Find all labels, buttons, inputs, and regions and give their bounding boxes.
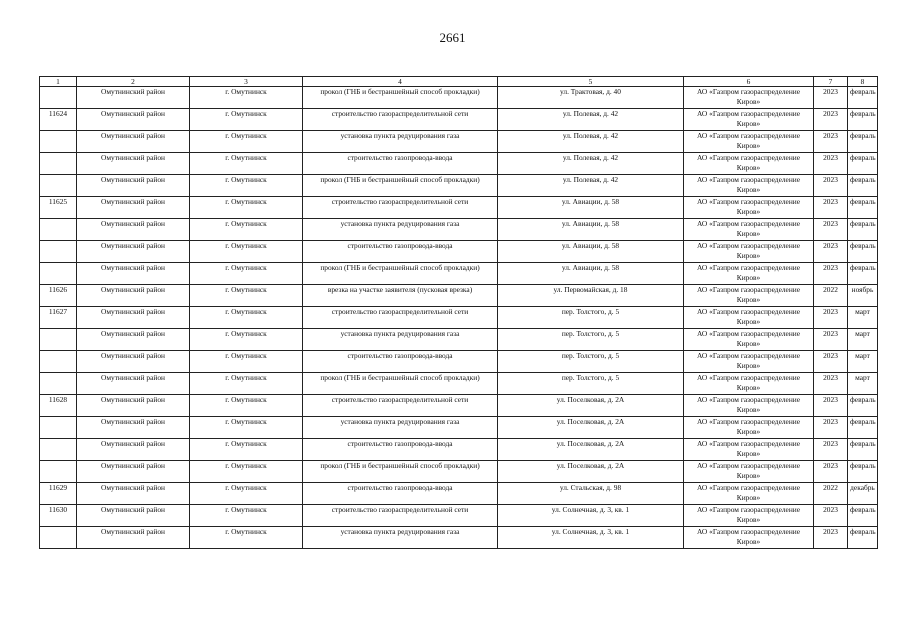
column-header: 1	[40, 77, 77, 87]
cell-district: Омутнинский район	[77, 527, 190, 549]
cell-district: Омутнинский район	[77, 263, 190, 285]
cell-address: пер. Толстого, д. 5	[498, 373, 684, 395]
cell-number: 11626	[40, 285, 77, 307]
cell-number	[40, 263, 77, 285]
cell-address: ул. Полевая, д. 42	[498, 131, 684, 153]
table-row	[40, 109, 878, 131]
cell-settlement: г. Омутнинск	[190, 483, 303, 505]
cell-organization: АО «Газпром газораспределение Киров»	[684, 285, 814, 307]
cell-organization: АО «Газпром газораспределение Киров»	[684, 373, 814, 395]
cell-organization: АО «Газпром газораспределение Киров»	[684, 505, 814, 527]
table-row	[40, 307, 878, 329]
cell-work-type: строительство газораспределительной сети	[303, 307, 498, 329]
cell-district: Омутнинский район	[77, 329, 190, 351]
cell-number	[40, 219, 77, 241]
cell-address: ул. Стальская, д. 98	[498, 483, 684, 505]
registry-table-body	[40, 77, 878, 549]
cell-district: Омутнинский район	[77, 395, 190, 417]
cell-address: ул. Полевая, д. 42	[498, 175, 684, 197]
cell-number	[40, 351, 77, 373]
cell-settlement: г. Омутнинск	[190, 109, 303, 131]
cell-year: 2023	[814, 263, 848, 285]
cell-work-type: установка пункта редуцирования газа	[303, 131, 498, 153]
table-row	[40, 527, 878, 549]
cell-year: 2022	[814, 483, 848, 505]
cell-address: ул. Трактовая, д. 40	[498, 87, 684, 109]
table-header-row	[40, 77, 878, 87]
cell-district: Омутнинский район	[77, 241, 190, 263]
cell-settlement: г. Омутнинск	[190, 395, 303, 417]
cell-month: февраль	[848, 461, 878, 483]
cell-number: 11630	[40, 505, 77, 527]
cell-address: пер. Толстого, д. 5	[498, 307, 684, 329]
table-row	[40, 439, 878, 461]
table-row	[40, 373, 878, 395]
cell-settlement: г. Омутнинск	[190, 527, 303, 549]
cell-address: ул. Солнечная, д. 3, кв. 1	[498, 527, 684, 549]
cell-settlement: г. Омутнинск	[190, 263, 303, 285]
cell-organization: АО «Газпром газораспределение Киров»	[684, 483, 814, 505]
table-row	[40, 461, 878, 483]
cell-work-type: строительство газораспределительной сети	[303, 395, 498, 417]
cell-organization: АО «Газпром газораспределение Киров»	[684, 439, 814, 461]
cell-address: ул. Авиации, д. 58	[498, 219, 684, 241]
column-header: 2	[77, 77, 190, 87]
table-row	[40, 197, 878, 219]
cell-work-type: установка пункта редуцирования газа	[303, 527, 498, 549]
cell-address: ул. Полевая, д. 42	[498, 153, 684, 175]
cell-district: Омутнинский район	[77, 153, 190, 175]
cell-district: Омутнинский район	[77, 109, 190, 131]
cell-work-type: прокол (ГНБ и бестраншейный способ прокладки)	[303, 263, 498, 285]
cell-settlement: г. Омутнинск	[190, 417, 303, 439]
cell-number	[40, 175, 77, 197]
cell-work-type: строительство газораспределительной сети	[303, 505, 498, 527]
cell-organization: АО «Газпром газораспределение Киров»	[684, 527, 814, 549]
cell-month: март	[848, 351, 878, 373]
cell-settlement: г. Омутнинск	[190, 175, 303, 197]
cell-organization: АО «Газпром газораспределение Киров»	[684, 87, 814, 109]
cell-district: Омутнинский район	[77, 483, 190, 505]
cell-address: ул. Авиации, д. 58	[498, 241, 684, 263]
table-row	[40, 263, 878, 285]
cell-organization: АО «Газпром газораспределение Киров»	[684, 131, 814, 153]
cell-month: февраль	[848, 439, 878, 461]
cell-month: февраль	[848, 153, 878, 175]
cell-month: март	[848, 329, 878, 351]
cell-district: Омутнинский район	[77, 197, 190, 219]
cell-number	[40, 131, 77, 153]
cell-work-type: строительство газораспределительной сети	[303, 197, 498, 219]
table-row	[40, 483, 878, 505]
column-header: 5	[498, 77, 684, 87]
table-row	[40, 395, 878, 417]
cell-number	[40, 527, 77, 549]
cell-address: ул. Поселковая, д. 2А	[498, 395, 684, 417]
cell-organization: АО «Газпром газораспределение Киров»	[684, 153, 814, 175]
cell-work-type: прокол (ГНБ и бестраншейный способ прокладки)	[303, 175, 498, 197]
cell-year: 2023	[814, 329, 848, 351]
table-row	[40, 131, 878, 153]
cell-address: ул. Поселковая, д. 2А	[498, 439, 684, 461]
cell-year: 2023	[814, 439, 848, 461]
cell-month: март	[848, 307, 878, 329]
cell-month: февраль	[848, 417, 878, 439]
table-row	[40, 175, 878, 197]
cell-settlement: г. Омутнинск	[190, 307, 303, 329]
cell-district: Омутнинский район	[77, 285, 190, 307]
cell-month: декабрь	[848, 483, 878, 505]
cell-month: март	[848, 373, 878, 395]
cell-organization: АО «Газпром газораспределение Киров»	[684, 175, 814, 197]
cell-month: февраль	[848, 175, 878, 197]
cell-district: Омутнинский район	[77, 131, 190, 153]
cell-month: февраль	[848, 527, 878, 549]
column-header: 8	[848, 77, 878, 87]
cell-address: ул. Поселковая, д. 2А	[498, 417, 684, 439]
page-number: 2661	[439, 30, 466, 45]
cell-address: пер. Толстого, д. 5	[498, 329, 684, 351]
cell-settlement: г. Омутнинск	[190, 329, 303, 351]
table-row	[40, 285, 878, 307]
cell-month: февраль	[848, 395, 878, 417]
cell-year: 2022	[814, 285, 848, 307]
cell-year: 2023	[814, 505, 848, 527]
cell-district: Омутнинский район	[77, 219, 190, 241]
table-row	[40, 153, 878, 175]
cell-work-type: строительство газораспределительной сети	[303, 109, 498, 131]
cell-district: Омутнинский район	[77, 175, 190, 197]
registry-table	[39, 76, 878, 549]
cell-number	[40, 329, 77, 351]
cell-work-type: установка пункта редуцирования газа	[303, 219, 498, 241]
cell-address: ул. Первомайская, д. 18	[498, 285, 684, 307]
cell-settlement: г. Омутнинск	[190, 439, 303, 461]
column-header: 3	[190, 77, 303, 87]
column-header: 4	[303, 77, 498, 87]
cell-work-type: врезка на участке заявителя (пусковая врезка)	[303, 285, 498, 307]
cell-number	[40, 153, 77, 175]
cell-month: ноябрь	[848, 285, 878, 307]
cell-district: Омутнинский район	[77, 373, 190, 395]
cell-work-type: строительство газопровода-ввода	[303, 483, 498, 505]
cell-year: 2023	[814, 153, 848, 175]
cell-settlement: г. Омутнинск	[190, 285, 303, 307]
cell-year: 2023	[814, 109, 848, 131]
cell-address: пер. Толстого, д. 5	[498, 351, 684, 373]
cell-work-type: прокол (ГНБ и бестраншейный способ прокладки)	[303, 87, 498, 109]
cell-number	[40, 241, 77, 263]
cell-organization: АО «Газпром газораспределение Киров»	[684, 329, 814, 351]
cell-organization: АО «Газпром газораспределение Киров»	[684, 307, 814, 329]
cell-organization: АО «Газпром газораспределение Киров»	[684, 197, 814, 219]
cell-address: ул. Поселковая, д. 2А	[498, 461, 684, 483]
cell-year: 2023	[814, 241, 848, 263]
table-row	[40, 241, 878, 263]
column-header: 6	[684, 77, 814, 87]
cell-number	[40, 417, 77, 439]
cell-address: ул. Полевая, д. 42	[498, 109, 684, 131]
cell-year: 2023	[814, 131, 848, 153]
cell-work-type: строительство газопровода-ввода	[303, 153, 498, 175]
table-row	[40, 219, 878, 241]
cell-month: февраль	[848, 197, 878, 219]
cell-year: 2023	[814, 197, 848, 219]
cell-settlement: г. Омутнинск	[190, 505, 303, 527]
cell-settlement: г. Омутнинск	[190, 241, 303, 263]
cell-work-type: прокол (ГНБ и бестраншейный способ прокладки)	[303, 461, 498, 483]
cell-district: Омутнинский район	[77, 505, 190, 527]
cell-work-type: строительство газопровода-ввода	[303, 241, 498, 263]
cell-year: 2023	[814, 395, 848, 417]
cell-year: 2023	[814, 175, 848, 197]
cell-organization: АО «Газпром газораспределение Киров»	[684, 395, 814, 417]
cell-organization: АО «Газпром газораспределение Киров»	[684, 351, 814, 373]
cell-settlement: г. Омутнинск	[190, 87, 303, 109]
cell-year: 2023	[814, 351, 848, 373]
cell-year: 2023	[814, 417, 848, 439]
cell-month: февраль	[848, 241, 878, 263]
cell-number: 11628	[40, 395, 77, 417]
cell-month: февраль	[848, 131, 878, 153]
cell-district: Омутнинский район	[77, 307, 190, 329]
cell-year: 2023	[814, 461, 848, 483]
cell-settlement: г. Омутнинск	[190, 197, 303, 219]
cell-work-type: установка пункта редуцирования газа	[303, 329, 498, 351]
table-row	[40, 505, 878, 527]
cell-number	[40, 373, 77, 395]
table-row	[40, 351, 878, 373]
cell-number	[40, 87, 77, 109]
cell-number: 11629	[40, 483, 77, 505]
cell-year: 2023	[814, 87, 848, 109]
cell-district: Омутнинский район	[77, 87, 190, 109]
table-row	[40, 329, 878, 351]
cell-settlement: г. Омутнинск	[190, 351, 303, 373]
cell-district: Омутнинский район	[77, 351, 190, 373]
cell-organization: АО «Газпром газораспределение Киров»	[684, 241, 814, 263]
cell-organization: АО «Газпром газораспределение Киров»	[684, 417, 814, 439]
cell-work-type: прокол (ГНБ и бестраншейный способ прокладки)	[303, 373, 498, 395]
cell-settlement: г. Омутнинск	[190, 461, 303, 483]
cell-year: 2023	[814, 373, 848, 395]
cell-organization: АО «Газпром газораспределение Киров»	[684, 109, 814, 131]
cell-address: ул. Авиации, д. 58	[498, 263, 684, 285]
cell-month: февраль	[848, 505, 878, 527]
cell-district: Омутнинский район	[77, 417, 190, 439]
cell-work-type: установка пункта редуцирования газа	[303, 417, 498, 439]
cell-month: февраль	[848, 87, 878, 109]
cell-month: февраль	[848, 219, 878, 241]
cell-settlement: г. Омутнинск	[190, 131, 303, 153]
cell-settlement: г. Омутнинск	[190, 153, 303, 175]
cell-number: 11625	[40, 197, 77, 219]
cell-year: 2023	[814, 527, 848, 549]
cell-address: ул. Солнечная, д. 3, кв. 1	[498, 505, 684, 527]
cell-year: 2023	[814, 219, 848, 241]
table-row	[40, 87, 878, 109]
cell-address: ул. Авиации, д. 58	[498, 197, 684, 219]
cell-settlement: г. Омутнинск	[190, 219, 303, 241]
cell-settlement: г. Омутнинск	[190, 373, 303, 395]
cell-organization: АО «Газпром газораспределение Киров»	[684, 263, 814, 285]
cell-district: Омутнинский район	[77, 461, 190, 483]
cell-organization: АО «Газпром газораспределение Киров»	[684, 461, 814, 483]
column-header: 7	[814, 77, 848, 87]
cell-work-type: строительство газопровода-ввода	[303, 439, 498, 461]
cell-year: 2023	[814, 307, 848, 329]
cell-work-type: строительство газопровода-ввода	[303, 351, 498, 373]
cell-month: февраль	[848, 263, 878, 285]
cell-month: февраль	[848, 109, 878, 131]
cell-organization: АО «Газпром газораспределение Киров»	[684, 219, 814, 241]
cell-district: Омутнинский район	[77, 439, 190, 461]
cell-number: 11627	[40, 307, 77, 329]
cell-number	[40, 461, 77, 483]
cell-number	[40, 439, 77, 461]
table-row	[40, 417, 878, 439]
cell-number: 11624	[40, 109, 77, 131]
